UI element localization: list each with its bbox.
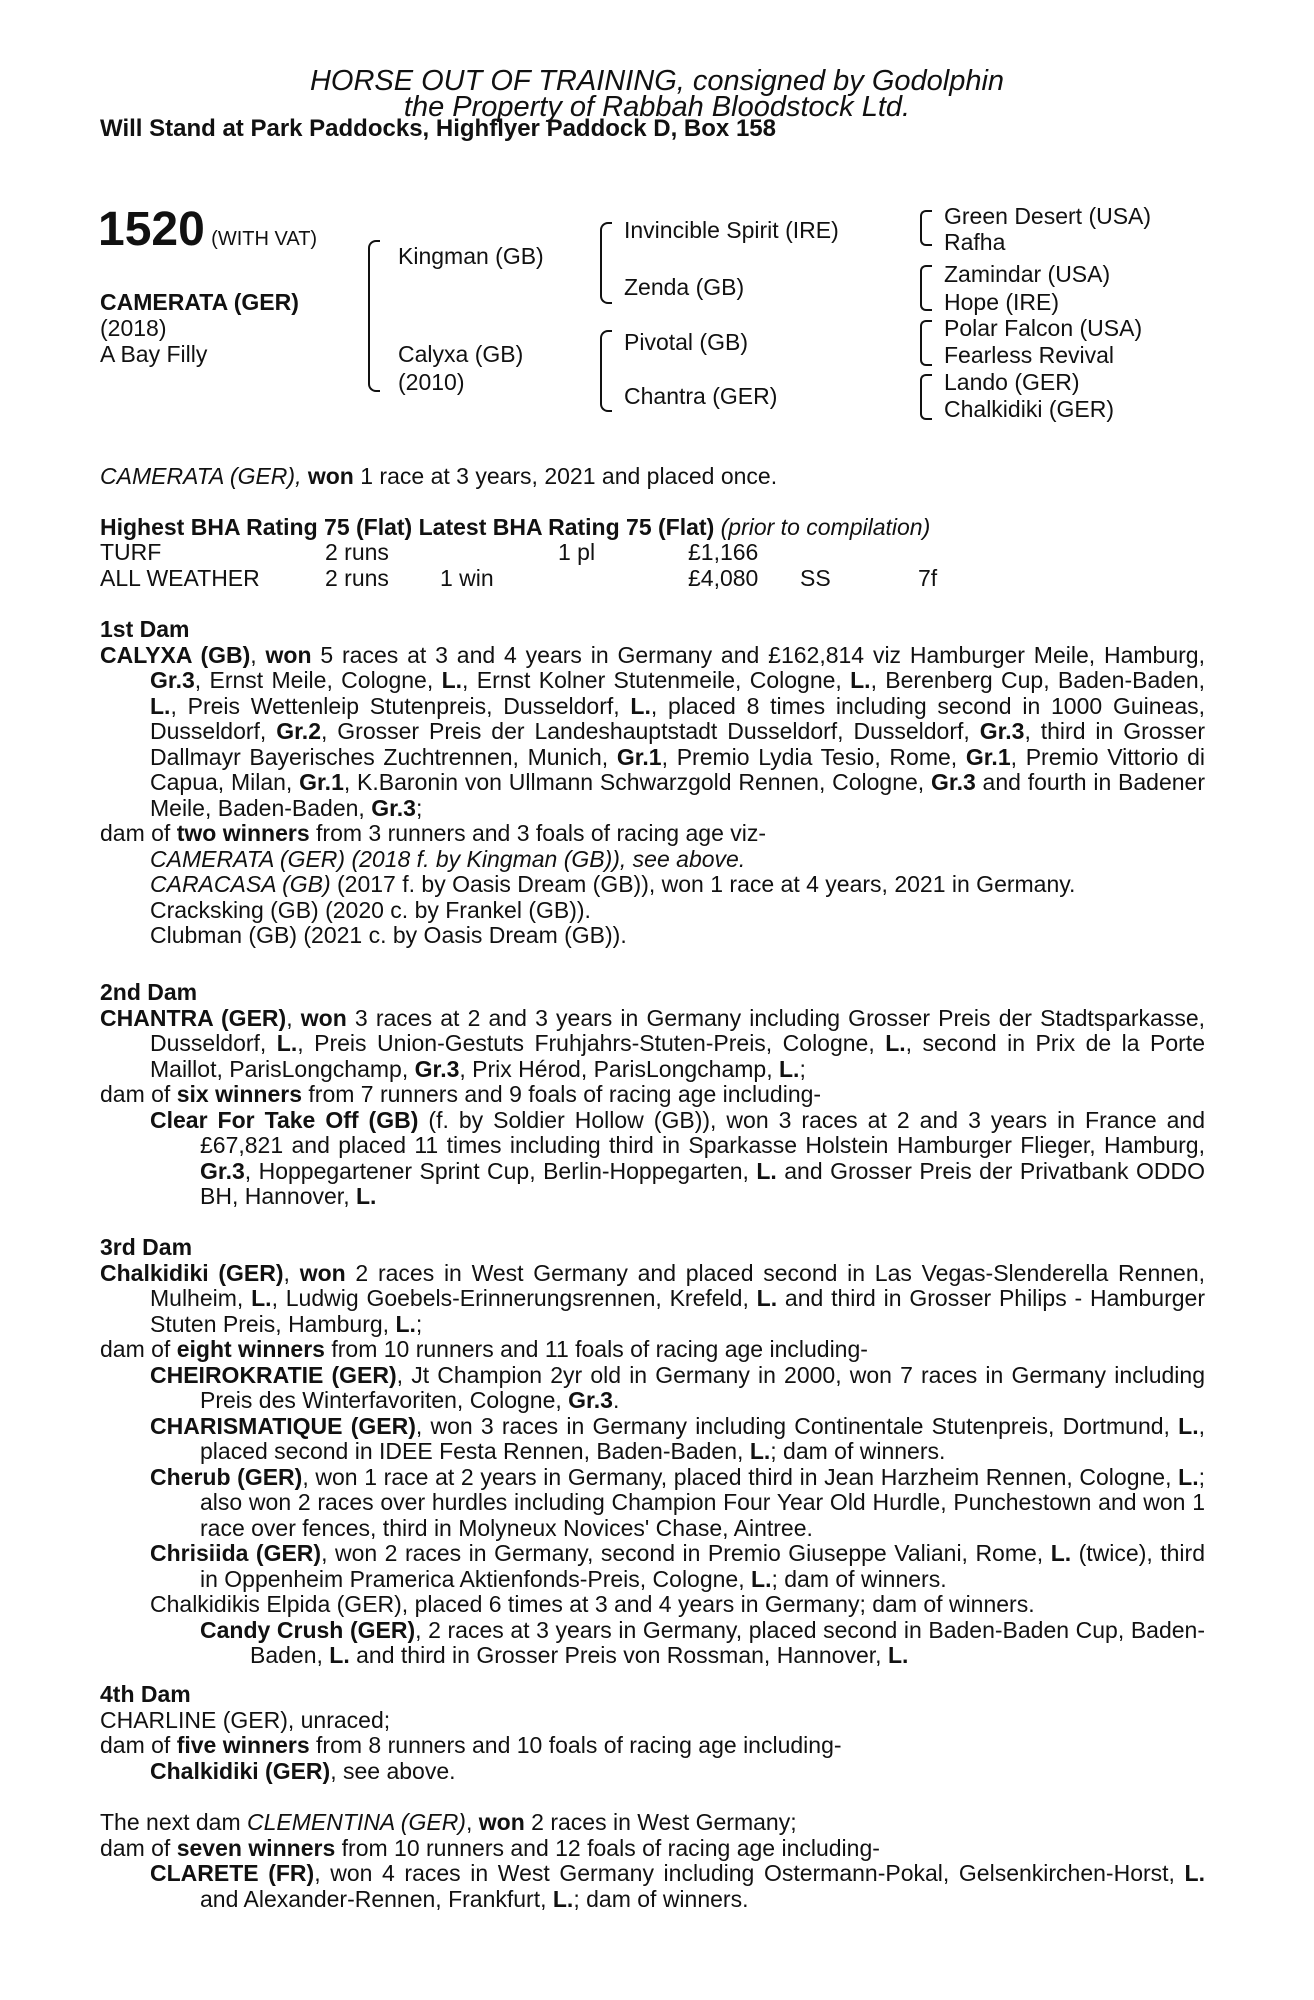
produce-chalkidiki: Chalkidiki (GER), see above. [150, 1757, 456, 1784]
header-line-1: HORSE OUT OF TRAINING, consigned by Godolphin [309, 65, 1005, 97]
dam-dam: Chantra (GER) [624, 383, 778, 409]
aw-label: ALL WEATHER [100, 565, 260, 591]
third-dam-record: Chalkidiki (GER), won 2 races in West Germany and placed second in Las Vegas-Slenderella Rennen, Mulheim, L., Ludwig Goebels-Erinnerungsrennen, Krefeld, L. and third in Grosser Philips - Hamburger Stuten Preis, Hamburg, L.; [100, 1259, 1206, 1337]
lot-year: (2018) [100, 315, 167, 341]
third-dam-produce-summary: dam of eight winners from 10 runners and 11 foals of racing age including- [100, 1336, 868, 1362]
first-dam-heading: 1st Dam [100, 616, 190, 642]
summary-text: 1 race at 3 years, 2021 and placed once. [360, 463, 778, 489]
produce-clubman: Clubman (GB) (2021 c. by Oasis Dream (GB)). [150, 922, 627, 948]
aw-distance: 7f [918, 565, 938, 591]
produce-cheirokratie: CHEIROKRATIE (GER), Jt Champion 2yr old in Germany in 2000, won 7 races in Germany including Preis des Winterfavoriten, Cologne, Gr.3. [150, 1361, 1205, 1413]
header-line-2: the Property of Rabbah Bloodstock Ltd. [403, 91, 911, 123]
second-dam-record: CHANTRA (GER), won 3 races at 2 and 3 years in Germany including Grosser Preis der Stadtsparkasse, Dusseldorf, L., Preis Union-Gestuts Fruhjahrs-Stuten-Preis, Cologne, L., second in Prix de la Porte Maillot, ParisLongchamp, Gr.3, Prix Hérod, ParisLongchamp, L.; [100, 1004, 1206, 1082]
third-dam-section [100, 1235, 1205, 1669]
grand-2: Rafha [944, 229, 1006, 255]
fourth-dam-heading: 4th Dam [100, 1681, 191, 1707]
produce-clarete: CLARETE (FR), won 4 races in West Germany including Ostermann-Pokal, Gelsenkirchen-Horst, L. and Alexander-Rennen, Frankfurt, L.; dam of winners. [150, 1860, 1205, 1912]
produce-cracksking: Cracksking (GB) (2020 c. by Frankel (GB)). [150, 896, 591, 923]
lot-description: A Bay Filly [100, 341, 208, 367]
first-dam-produce-summary: dam of two winners from 3 runners and 3 foals of racing age viz- [100, 820, 767, 846]
second-dam-heading: 2nd Dam [100, 979, 198, 1005]
grand-4: Hope (IRE) [944, 289, 1060, 315]
sire-dam: Zenda (GB) [624, 274, 745, 300]
second-dam-section [100, 980, 1205, 1210]
produce-chalkidikis-elpida: Chalkidikis Elpida (GER), placed 6 times at 3 and 4 years in Germany; dam of winners. [150, 1591, 1035, 1617]
sire: Kingman (GB) [398, 243, 544, 269]
next-dam-record: The next dam CLEMENTINA (GER), won 2 races in West Germany; [100, 1809, 797, 1835]
pedigree-brace-4 [920, 210, 932, 246]
aw-runs: 2 runs [325, 565, 389, 591]
lot-number: 1520 [98, 203, 205, 256]
lot-name: CAMERATA (GER) [100, 289, 299, 315]
produce-clear-for-take-off: Clear For Take Off (GB) (f. by Soldier Hollow (GB)), won 3 races at 2 and 3 years in France and £67,821 and placed 11 times including third in Sparkasse Holstein Hamburger Flieger, Hamburg, Gr.3, Hoppegartener Sprint Cup, Berlin-Hoppegarten, L. and Grosser Preis der Privatbank ODDO BH, Hannover, L. [150, 1106, 1206, 1209]
turf-runs: 2 runs [325, 539, 389, 565]
dam-year: (2010) [398, 369, 465, 395]
sire-sire: Invincible Spirit (IRE) [624, 217, 839, 243]
pedigree-brace-2 [600, 222, 612, 304]
aw-course: SS [800, 565, 831, 591]
first-dam-record: CALYXA (GB), won 5 races at 3 and 4 years in Germany and £162,814 viz Hamburger Meile, Hamburg, Gr.3, Ernst Meile, Cologne, L., Ernst Kolner Stutenmeile, Cologne, L., Berenberg Cup, Baden-Baden, L., Preis Wettenleip Stutenpreis, Dusseldorf, L., placed 8 times including second in 1000 Guineas, Dusseldorf, Gr.2, Grosser Preis der Landeshauptstadt Dusseldorf, Dusseldorf, Gr.3, third in Grosser Dallmayr Bayerisches Zuchtrennen, Munich, Gr.1, Premio Lydia Tesio, Rome, Gr.1, Premio Vittorio di Capua, Milan, Gr.1, K.Baronin von Ullmann Schwarzgold Rennen, Cologne, Gr.3 and fourth in Badener Meile, Baden-Baden, Gr.3; [100, 641, 1206, 821]
vat-label: (WITH VAT) [211, 228, 318, 250]
grand-7: Lando (GER) [944, 369, 1080, 395]
produce-camerata: CAMERATA (GER) (2018 f. by Kingman (GB)), see above. [150, 845, 746, 872]
summary-won: won [307, 463, 354, 489]
pedigree-brace-6 [920, 320, 932, 366]
aw-wins: 1 win [440, 565, 494, 591]
fourth-dam-record: CHARLINE (GER), unraced; [100, 1706, 391, 1733]
header-line-3: Will Stand at Park Paddocks, Highflyer Paddock D, Box 158 [100, 115, 776, 142]
grand-5: Polar Falcon (USA) [944, 315, 1143, 341]
grand-6: Fearless Revival [944, 342, 1114, 368]
first-dam-section [100, 617, 1205, 949]
third-dam-heading: 3rd Dam [100, 1234, 193, 1260]
produce-charismatique: CHARISMATIQUE (GER), won 3 races in Germany including Continentale Stutenpreis, Dortmund, L., placed second in IDEE Festa Rennen, Baden-Baden, L.; dam of winners. [150, 1412, 1205, 1464]
grand-3: Zamindar (USA) [944, 261, 1111, 287]
race-summary [100, 464, 777, 490]
turf-money: £1,166 [688, 539, 759, 565]
pedigree-brace-7 [920, 374, 932, 420]
dam-sire: Pivotal (GB) [624, 329, 748, 355]
dam: Calyxa (GB) [398, 341, 524, 367]
aw-money: £4,080 [688, 565, 759, 591]
produce-chrisiida: Chrisiida (GER), won 2 races in Germany, second in Premio Giuseppe Valiani, Rome, L. (twice), third in Oppenheim Pramerica Aktienfonds-Preis, Cologne, L.; dam of winners. [150, 1540, 1205, 1592]
pedigree-brace-5 [920, 265, 932, 311]
summary-horse: CAMERATA (GER), [100, 463, 302, 489]
next-dam-section [100, 1810, 1205, 1912]
grand-8: Chalkidiki (GER) [944, 396, 1114, 422]
pedigree-brace-1 [368, 240, 380, 392]
turf-placed: 1 pl [558, 539, 596, 565]
rating-note: (prior to compilation) [720, 514, 931, 540]
next-dam-produce-summary: dam of seven winners from 10 runners and 12 foals of racing age including- [100, 1834, 880, 1861]
fourth-dam-produce-summary: dam of five winners from 8 runners and 10 foals of racing age including- [100, 1732, 842, 1758]
rating-bold: Highest BHA Rating 75 (Flat) Latest BHA Rating 75 (Flat) [100, 514, 715, 540]
produce-cherub: Cherub (GER), won 1 race at 2 years in Germany, placed third in Jean Harzheim Rennen, Cologne, L.; also won 2 races over hurdles including Champion Four Year Old Hurdle, Punchestown and won 1 race over fences, third in Molyneux Novices' Chase, Aintree. [150, 1463, 1205, 1541]
produce-candy-crush: Candy Crush (GER), 2 races at 3 years in Germany, placed second in Baden-Baden Cup, Baden-Baden, L. and third in Grosser Preis von Rossman, Hannover, L. [200, 1616, 1205, 1668]
pedigree-brace-3 [600, 330, 612, 412]
bha-rating [100, 515, 930, 541]
fourth-dam-section [100, 1682, 1205, 1784]
second-dam-produce-summary: dam of six winners from 7 runners and 9 foals of racing age including- [100, 1081, 822, 1107]
lot-number-line [98, 205, 317, 255]
grand-1: Green Desert (USA) [944, 203, 1152, 229]
turf-label: TURF [100, 539, 162, 565]
produce-caracasa: CARACASA (GB) (2017 f. by Oasis Dream (GB)), won 1 race at 4 years, 2021 in Germany. [150, 871, 1076, 897]
